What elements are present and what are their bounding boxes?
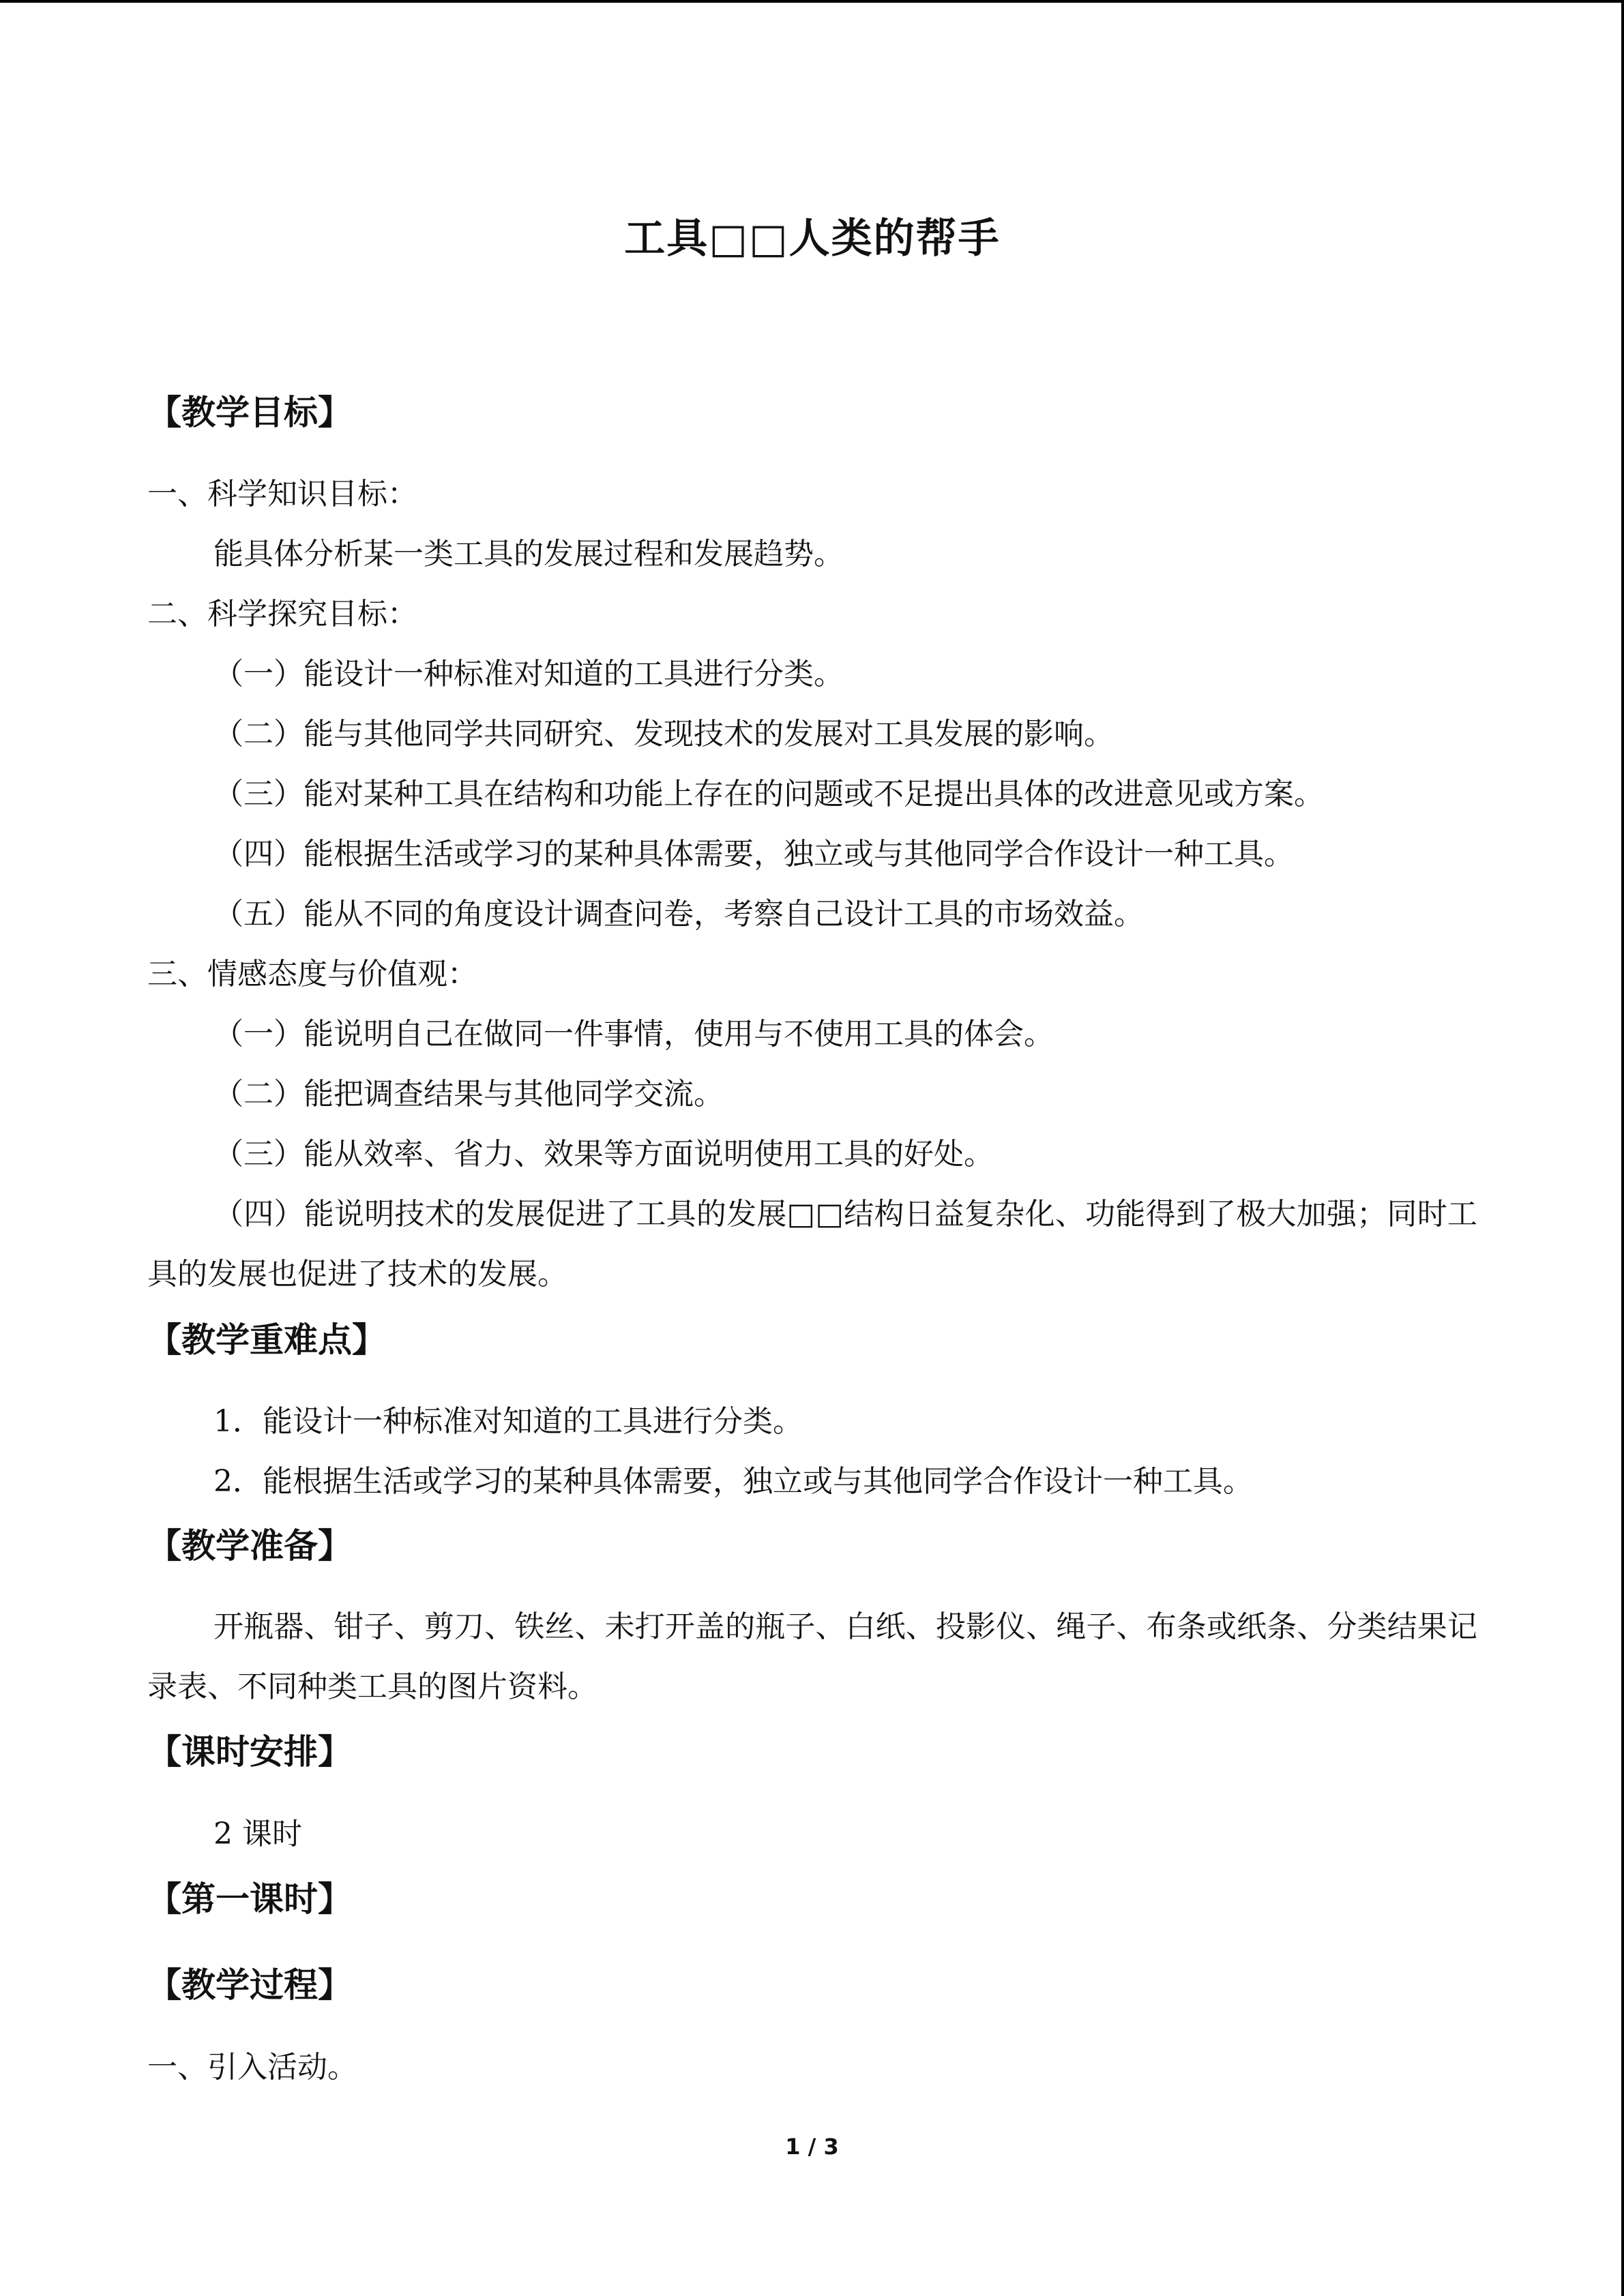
key-point-item: 2．能根据生活或学习的某种具体需要，独立或与其他同学合作设计一种工具。	[213, 1464, 1253, 1499]
knowledge-item: 能具体分析某一类工具的发展过程和发展趋势。	[213, 537, 844, 571]
page-border-right	[1621, 0, 1624, 2296]
inquiry-item: （五）能从不同的角度设计调查问卷，考察自己设计工具的市场效益。	[213, 897, 1144, 931]
schedule-heading: 【课时安排】	[147, 1732, 352, 1772]
inquiry-item: （二）能与其他同学共同研究、发现技术的发展对工具发展的影响。	[213, 717, 1114, 751]
page-number: 1 / 3	[785, 2134, 839, 2160]
process-first-step: 一、引入活动。	[147, 2050, 357, 2085]
key-points-heading: 【教学重难点】	[147, 1320, 386, 1360]
values-item: （二）能把调查结果与其他同学交流。	[213, 1077, 724, 1112]
inquiry-item: （三）能对某种工具在结构和功能上存在的问题或不足提出具体的改进意见或方案。	[213, 777, 1324, 811]
values-label: 三、情感态度与价值观：	[147, 957, 477, 992]
first-lesson-heading: 【第一课时】	[147, 1879, 352, 1919]
schedule-text: 2 课时	[213, 1817, 302, 1851]
values-item-paragraph: （四）能说明技术的发展促进了工具的发展□□结构日益复杂化、功能得到了极大加强；同时工具的发展也促进了技术的发展。	[147, 1197, 1477, 1292]
objectives-heading: 【教学目标】	[147, 393, 352, 432]
inquiry-item: （四）能根据生活或学习的某种具体需要，独立或与其他同学合作设计一种工具。	[213, 837, 1294, 871]
values-item: （三）能从效率、省力、效果等方面说明使用工具的好处。	[213, 1137, 994, 1172]
key-point-item: 1．能设计一种标准对知道的工具进行分类。	[213, 1404, 803, 1439]
inquiry-item: （一）能设计一种标准对知道的工具进行分类。	[213, 657, 844, 691]
process-heading: 【教学过程】	[147, 1965, 352, 2005]
knowledge-label: 一、科学知识目标：	[147, 477, 417, 511]
inquiry-label: 二、科学探究目标：	[147, 597, 417, 631]
preparation-heading: 【教学准备】	[147, 1526, 352, 1566]
preparation-text: 开瓶器、钳子、剪刀、铁丝、未打开盖的瓶子、白纸、投影仪、绳子、布条或纸条、分类结果记录表、不同种类工具的图片资料。	[147, 1609, 1477, 1704]
document-title: 工具□□人类的帮手	[624, 215, 1001, 263]
page-border-top	[0, 0, 1624, 3]
values-item: （一）能说明自己在做同一件事情，使用与不使用工具的体会。	[213, 1017, 1054, 1052]
